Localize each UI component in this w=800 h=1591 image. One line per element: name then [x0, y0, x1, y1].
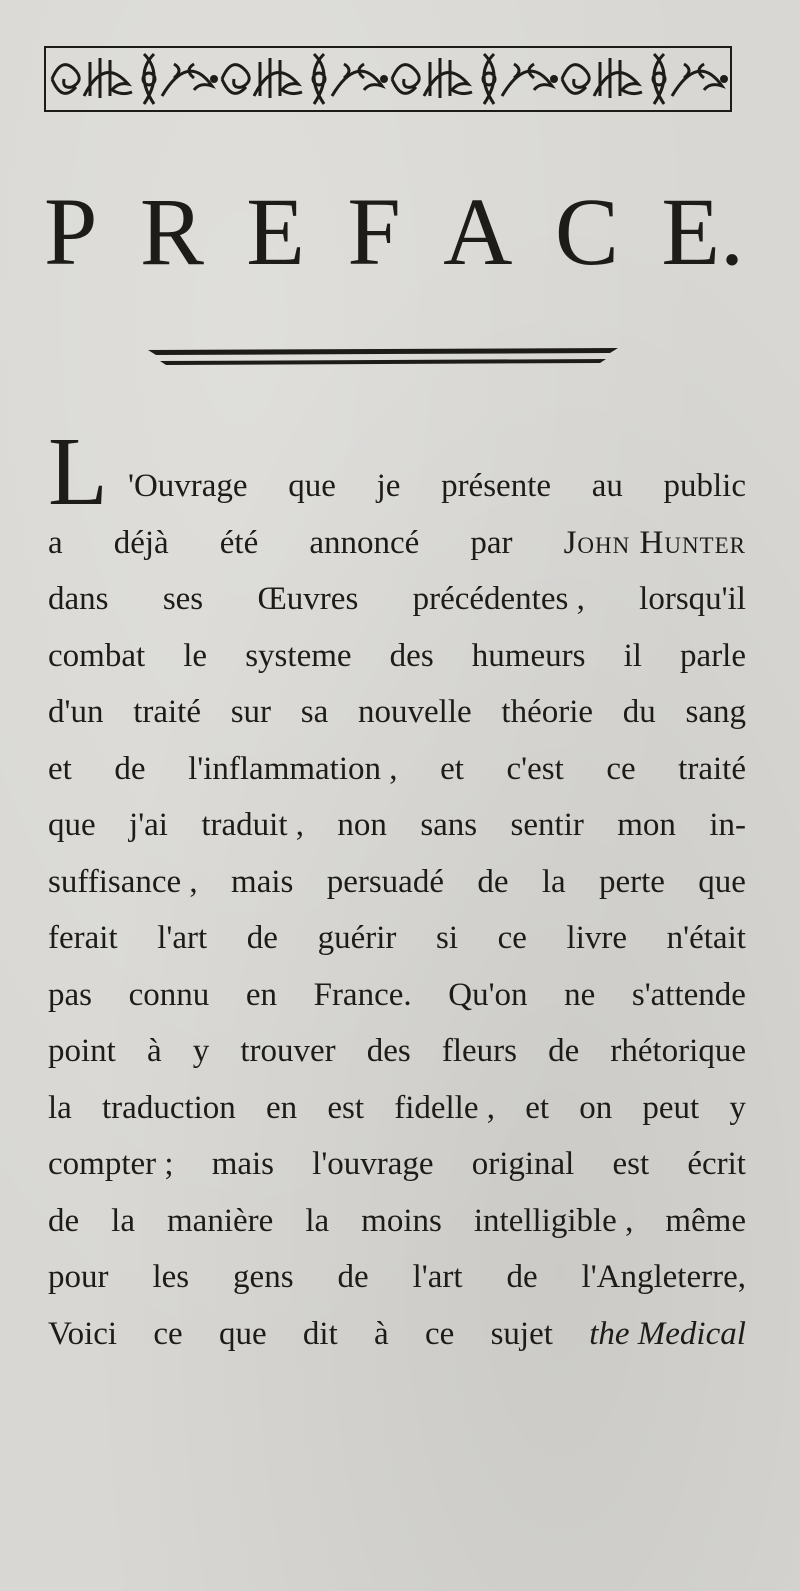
word: ce — [153, 1315, 183, 1352]
word: au — [591, 468, 623, 504]
word: ce — [606, 750, 636, 787]
word: the Medical — [589, 1315, 746, 1352]
word: mais — [211, 1146, 275, 1182]
word: déjà — [113, 524, 169, 561]
word: systeme — [245, 637, 352, 674]
word: fidelle , — [394, 1089, 495, 1126]
title-letter: C — [554, 178, 619, 285]
word: théorie — [501, 694, 594, 730]
word: humeurs — [471, 637, 586, 674]
word: ses — [162, 581, 204, 617]
word: même — [665, 1202, 746, 1239]
text-line — [48, 732, 746, 789]
word: sa — [300, 694, 329, 730]
word: traité — [133, 694, 201, 730]
word: l'art — [157, 920, 208, 956]
text-line — [48, 1015, 746, 1072]
title-letter: R — [139, 178, 204, 285]
word: traité — [678, 750, 746, 787]
word: par — [470, 524, 513, 561]
word: rhétorique — [610, 1033, 746, 1069]
word: sur — [230, 694, 272, 730]
word: la — [111, 1202, 135, 1239]
word: présente — [441, 468, 552, 504]
text-line — [48, 845, 746, 902]
word: guérir — [317, 920, 397, 956]
word: public — [663, 468, 746, 504]
word: il — [623, 637, 642, 674]
word: suffisance , — [48, 863, 198, 900]
word: livre — [566, 920, 628, 956]
word: parle — [680, 637, 746, 674]
word: l'inflammation , — [188, 750, 398, 787]
word: précédentes , — [412, 581, 585, 617]
word: je — [376, 468, 401, 504]
word: si — [435, 920, 458, 956]
word: sans — [420, 807, 478, 843]
word: été — [219, 524, 259, 561]
word: persuadé — [326, 863, 444, 900]
word: pour — [48, 1259, 109, 1295]
word: non — [337, 807, 387, 843]
word: dans — [48, 581, 109, 617]
word: du — [622, 694, 656, 730]
title-letter: E — [246, 178, 305, 285]
word: fleurs — [441, 1033, 517, 1069]
word: manière — [167, 1202, 274, 1239]
word: John Hunter — [563, 524, 746, 561]
word: original — [471, 1146, 575, 1182]
title-letter: A — [443, 178, 513, 285]
word: dit — [302, 1315, 338, 1352]
text-line — [48, 789, 746, 846]
word: les — [152, 1259, 190, 1295]
word: y — [192, 1033, 210, 1069]
word: d'un — [48, 694, 104, 730]
word: de — [337, 1259, 369, 1295]
word: en — [266, 1089, 298, 1126]
word: des — [366, 1033, 411, 1069]
word: France. — [313, 976, 412, 1013]
word: et — [525, 1089, 550, 1126]
word: que — [698, 863, 746, 900]
word: la — [541, 863, 566, 900]
word: de — [114, 750, 146, 787]
word: moins — [361, 1202, 442, 1239]
text-line — [48, 676, 746, 733]
word: écrit — [687, 1146, 746, 1182]
word: et — [440, 750, 464, 787]
word: l'Angleterre, — [581, 1259, 746, 1295]
word: ce — [497, 920, 527, 956]
word: Voici — [48, 1315, 118, 1352]
word: en — [245, 976, 277, 1013]
word: gens — [233, 1259, 294, 1295]
word: pas — [48, 976, 92, 1013]
word: à — [374, 1315, 389, 1352]
word: mais — [231, 863, 294, 900]
word: traduction — [102, 1089, 236, 1126]
word: nouvelle — [358, 694, 472, 730]
word: sang — [685, 694, 746, 730]
word: à — [146, 1033, 162, 1069]
word: ne — [564, 976, 596, 1013]
word: s'attende — [631, 976, 746, 1013]
word: y — [729, 1089, 746, 1126]
word: l'ouvrage — [312, 1146, 434, 1182]
double-rule-icon — [148, 346, 618, 368]
word: la — [48, 1089, 72, 1126]
word: est — [612, 1146, 650, 1182]
word: de — [548, 1033, 580, 1069]
word: ce — [425, 1315, 455, 1352]
text-line — [48, 1297, 746, 1354]
text-line — [48, 902, 746, 959]
word: perte — [599, 863, 665, 900]
word: point — [48, 1033, 116, 1069]
text-line — [48, 1184, 746, 1241]
word: lorsqu'il — [639, 581, 746, 617]
word: est — [327, 1089, 365, 1126]
word: ferait — [48, 920, 118, 956]
word: de — [246, 920, 278, 956]
word: j'ai — [129, 807, 168, 843]
word: traduit , — [201, 807, 305, 843]
word: connu — [128, 976, 210, 1013]
text-line — [48, 1128, 746, 1185]
word: que — [288, 468, 336, 504]
word: sentir — [510, 807, 584, 843]
word: 'Ouvrage — [128, 468, 248, 504]
drop-cap: L — [48, 418, 108, 526]
word: Œuvres — [257, 581, 359, 617]
title-letter: E. — [661, 178, 744, 285]
text-line — [48, 563, 746, 620]
text-line — [48, 958, 746, 1015]
word: mon — [617, 807, 676, 843]
body-paragraph — [48, 418, 746, 1354]
word: de — [48, 1202, 80, 1239]
word: que — [218, 1315, 267, 1352]
text-line — [48, 619, 746, 676]
word: sujet — [490, 1315, 553, 1352]
ornamental-border-icon — [44, 44, 732, 114]
word: n'était — [666, 920, 746, 956]
word: la — [305, 1202, 330, 1239]
word: a — [48, 524, 63, 561]
word: que — [48, 807, 96, 843]
word: c'est — [506, 750, 564, 787]
page-title — [44, 178, 744, 285]
word: compter ; — [48, 1146, 174, 1182]
word: et — [48, 750, 72, 787]
word: combat — [48, 637, 146, 674]
text-line — [48, 506, 746, 563]
word: l'art — [412, 1259, 463, 1295]
title-letter: P — [44, 178, 98, 285]
text-line — [48, 1071, 746, 1128]
text-line — [48, 1241, 746, 1298]
word: des — [389, 637, 434, 674]
word: intelligible , — [473, 1202, 634, 1239]
word: Qu'on — [448, 976, 528, 1013]
word: de — [506, 1259, 538, 1295]
word: peut — [642, 1089, 700, 1126]
word: in- — [709, 807, 746, 843]
text-line — [48, 418, 746, 526]
word: annoncé — [309, 524, 420, 561]
word: de — [477, 863, 509, 900]
word: trouver — [240, 1033, 336, 1069]
word: on — [579, 1089, 613, 1126]
title-letter: F — [347, 178, 401, 285]
word: le — [183, 637, 208, 674]
